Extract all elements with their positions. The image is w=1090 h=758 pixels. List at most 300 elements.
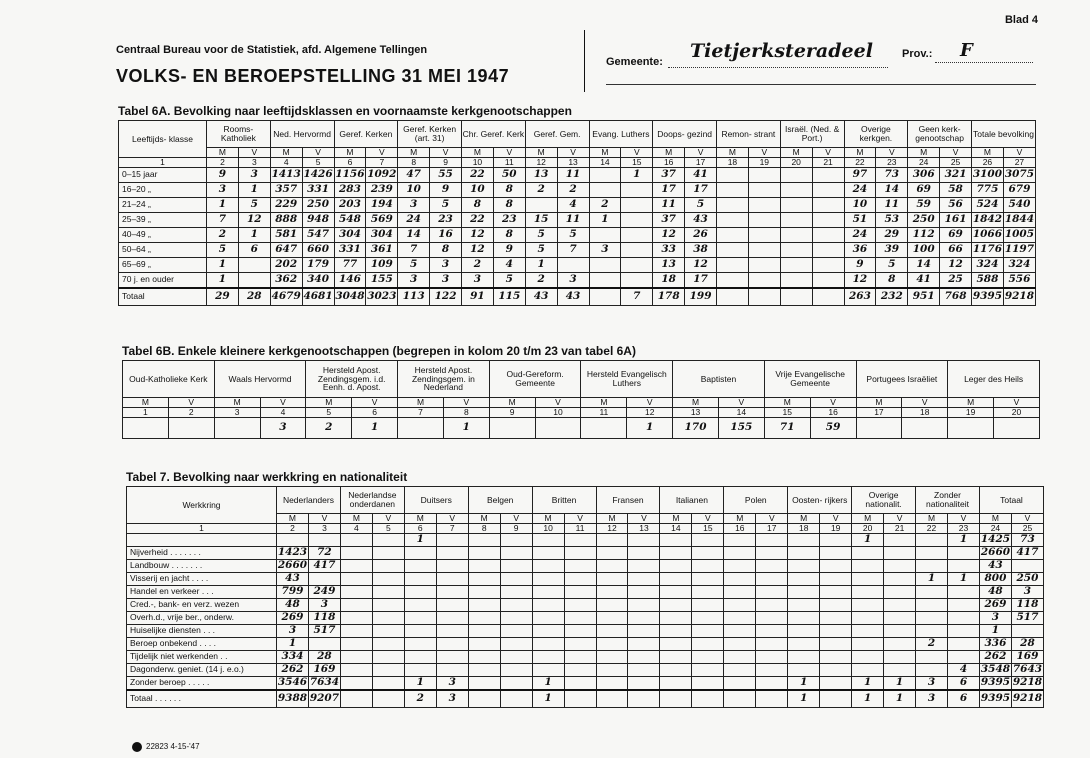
gemeente-line bbox=[668, 67, 888, 68]
table-7-group-header: Nederlandse onderdanen bbox=[340, 487, 404, 514]
column-number: 7 bbox=[366, 157, 398, 167]
table-cell bbox=[748, 212, 780, 227]
table-cell bbox=[340, 676, 372, 690]
table-cell bbox=[436, 624, 468, 637]
mv-header: V bbox=[621, 148, 653, 158]
table-cell: 5 bbox=[557, 227, 589, 242]
table-6a-group-row bbox=[119, 121, 1036, 148]
table-6b-title: Tabel 6B. Enkele kleinere kerkgenootschappen (begrepen in kolom 20 t/m 23 van tabel 6A) bbox=[122, 344, 636, 358]
table-cell bbox=[340, 624, 372, 637]
table-cell: 1 bbox=[979, 624, 1011, 637]
table-cell bbox=[724, 533, 756, 546]
table-cell bbox=[436, 533, 468, 546]
table-cell: 321 bbox=[940, 167, 972, 182]
mv-header: V bbox=[557, 148, 589, 158]
total-cell: 951 bbox=[908, 288, 940, 306]
table-cell: 5 bbox=[207, 242, 239, 257]
total-cell bbox=[692, 690, 724, 708]
total-cell: 9395 bbox=[972, 288, 1004, 306]
table-cell: 1 bbox=[404, 676, 436, 690]
table-6b-group-header: Waals Hervormd bbox=[214, 361, 306, 398]
mv-header: V bbox=[308, 514, 340, 524]
column-number: 6 bbox=[352, 407, 398, 417]
table-cell bbox=[724, 650, 756, 663]
table-6a-title: Tabel 6A. Bevolking naar leeftijdsklassen en voornaamste kerkgenootschappen bbox=[118, 104, 572, 118]
table-cell: 38 bbox=[685, 242, 717, 257]
table-cell bbox=[820, 546, 852, 559]
total-cell: 9388 bbox=[277, 690, 309, 708]
column-number: 12 bbox=[596, 523, 628, 533]
table-cell: 2 bbox=[916, 637, 948, 650]
table-cell bbox=[398, 417, 444, 438]
total-cell: 43 bbox=[525, 288, 557, 306]
table-cell: 66 bbox=[940, 242, 972, 257]
table-cell bbox=[404, 559, 436, 572]
table-cell: 660 bbox=[302, 242, 334, 257]
table-cell: 9 bbox=[430, 182, 462, 197]
table-6a-group-header: Israël. (Ned. & Port.) bbox=[780, 121, 844, 148]
table-cell: 1 bbox=[207, 272, 239, 288]
column-number: 7 bbox=[398, 407, 444, 417]
table-cell bbox=[238, 257, 270, 272]
table-cell: 36 bbox=[844, 242, 876, 257]
table-cell: 69 bbox=[908, 182, 940, 197]
table-cell bbox=[372, 650, 404, 663]
column-number: 11 bbox=[564, 523, 596, 533]
table-cell bbox=[812, 257, 844, 272]
table-6a-group-header: Remon- strant bbox=[717, 121, 781, 148]
table-cell bbox=[948, 637, 980, 650]
table-7-group-header: Polen bbox=[724, 487, 788, 514]
table-cell: 1 bbox=[589, 212, 621, 227]
table-cell bbox=[238, 272, 270, 288]
table-cell: 12 bbox=[462, 227, 494, 242]
table-cell bbox=[628, 598, 660, 611]
total-cell bbox=[717, 288, 749, 306]
column-number: 5 bbox=[372, 523, 404, 533]
table-cell bbox=[852, 650, 884, 663]
table-cell: 336 bbox=[979, 637, 1011, 650]
mv-header: V bbox=[436, 514, 468, 524]
total-cell bbox=[628, 690, 660, 708]
table-cell bbox=[692, 611, 724, 624]
mv-header: V bbox=[1011, 514, 1043, 524]
table-cell: 73 bbox=[1011, 533, 1043, 546]
table-7-total-row bbox=[127, 690, 1044, 708]
table-cell: 9218 bbox=[1012, 676, 1043, 689]
mv-header: V bbox=[352, 398, 398, 408]
table-cell bbox=[621, 197, 653, 212]
table-cell: 23 bbox=[430, 212, 462, 227]
mv-header: M bbox=[525, 148, 557, 158]
table-6b-value-row bbox=[123, 417, 1040, 438]
table-cell: 47 bbox=[398, 167, 430, 182]
werkkring-label: Handel en verkeer . . . bbox=[127, 585, 277, 598]
column-number: 6 bbox=[404, 523, 436, 533]
column-number: 14 bbox=[718, 407, 764, 417]
table-cell bbox=[372, 624, 404, 637]
total-cell: 43 bbox=[557, 288, 589, 306]
table-cell: 10 bbox=[462, 182, 494, 197]
table-cell: 647 bbox=[270, 242, 302, 257]
table-cell bbox=[340, 598, 372, 611]
table-cell bbox=[468, 546, 500, 559]
table-cell bbox=[948, 546, 980, 559]
table-7-group-header: Fransen bbox=[596, 487, 660, 514]
table-6b-group-header: Hersteld Apost. Zendingsgem. i.d. Eenh. d. Apost. bbox=[306, 361, 398, 398]
table-cell: 3 bbox=[462, 272, 494, 288]
table-cell: 800 bbox=[979, 572, 1011, 585]
table-cell: 118 bbox=[308, 611, 340, 624]
table-7-group-header: Belgen bbox=[468, 487, 532, 514]
table-cell: 581 bbox=[270, 227, 302, 242]
table-cell bbox=[468, 624, 500, 637]
mv-header: V bbox=[238, 148, 270, 158]
table-cell bbox=[628, 676, 660, 690]
table-cell bbox=[780, 227, 812, 242]
table-cell: 3 bbox=[398, 197, 430, 212]
table-cell bbox=[820, 572, 852, 585]
table-cell bbox=[717, 272, 749, 288]
table-cell bbox=[812, 242, 844, 257]
table-cell bbox=[557, 257, 589, 272]
table-6b bbox=[122, 360, 1040, 439]
table-cell bbox=[532, 533, 564, 546]
total-cell: 28 bbox=[238, 288, 270, 306]
table-cell: 3 bbox=[238, 167, 270, 182]
table-cell: 569 bbox=[366, 212, 398, 227]
table-cell bbox=[660, 585, 692, 598]
table-cell bbox=[532, 585, 564, 598]
table-row bbox=[119, 227, 1036, 242]
mv-header: V bbox=[756, 514, 788, 524]
age-class-label: 21–24 „ bbox=[119, 197, 207, 212]
table-cell bbox=[621, 257, 653, 272]
table-cell bbox=[564, 637, 596, 650]
table-cell: 556 bbox=[1003, 272, 1035, 288]
table-cell bbox=[468, 533, 500, 546]
table-cell bbox=[884, 533, 916, 546]
table-cell: 588 bbox=[972, 272, 1004, 288]
column-number: 13 bbox=[673, 407, 719, 417]
table-cell: 1 bbox=[621, 167, 653, 182]
table-cell bbox=[756, 611, 788, 624]
table-cell: 8 bbox=[876, 272, 908, 288]
table-cell: 888 bbox=[270, 212, 302, 227]
column-number: 20 bbox=[780, 157, 812, 167]
table-cell: 2 bbox=[462, 257, 494, 272]
table-7-group-header: Duitsers bbox=[404, 487, 468, 514]
table-cell: 11 bbox=[876, 197, 908, 212]
table-cell bbox=[756, 650, 788, 663]
table-cell bbox=[717, 167, 749, 182]
table-row bbox=[127, 546, 1044, 559]
table-cell bbox=[500, 611, 532, 624]
printer-seal-icon bbox=[132, 742, 142, 752]
table-cell bbox=[621, 272, 653, 288]
column-number: 18 bbox=[717, 157, 749, 167]
total-cell bbox=[780, 288, 812, 306]
column-number: 11 bbox=[581, 407, 627, 417]
table-cell: 5 bbox=[525, 227, 557, 242]
total-cell bbox=[589, 288, 621, 306]
table-cell bbox=[308, 533, 340, 546]
column-number: 15 bbox=[764, 407, 810, 417]
table-cell bbox=[532, 650, 564, 663]
table-cell: 517 bbox=[1011, 611, 1043, 624]
table-cell bbox=[404, 572, 436, 585]
table-cell bbox=[628, 533, 660, 546]
table-cell: 17 bbox=[685, 272, 717, 288]
column-number: 4 bbox=[340, 523, 372, 533]
total-cell: 7 bbox=[621, 288, 653, 306]
table-cell: 48 bbox=[979, 585, 1011, 598]
table-cell: 5 bbox=[398, 257, 430, 272]
table-cell bbox=[692, 585, 724, 598]
table-cell bbox=[500, 546, 532, 559]
table-cell bbox=[692, 598, 724, 611]
table-7-colnum-row bbox=[127, 523, 1044, 533]
column-number: 16 bbox=[653, 157, 685, 167]
column-number: 10 bbox=[532, 523, 564, 533]
table-cell bbox=[500, 663, 532, 676]
table-cell bbox=[372, 611, 404, 624]
table-cell bbox=[532, 637, 564, 650]
table-6b-group-header: Oud-Katholieke Kerk bbox=[123, 361, 215, 398]
table-cell bbox=[788, 559, 820, 572]
total-cell bbox=[724, 690, 756, 708]
table-cell: 50 bbox=[493, 167, 525, 182]
column-number: 3 bbox=[214, 407, 260, 417]
table-cell: 3100 bbox=[972, 167, 1004, 182]
table-cell: 3 bbox=[589, 242, 621, 257]
total-cell: 6 bbox=[948, 690, 980, 708]
table-cell bbox=[489, 417, 535, 438]
table-cell bbox=[756, 663, 788, 676]
table-cell bbox=[628, 585, 660, 598]
table-cell: 547 bbox=[302, 227, 334, 242]
mv-header: V bbox=[260, 398, 306, 408]
table-cell: 155 bbox=[366, 272, 398, 288]
table-row bbox=[127, 650, 1044, 663]
table-cell: 1156 bbox=[334, 167, 366, 182]
mv-header: M bbox=[852, 514, 884, 524]
table-cell bbox=[852, 663, 884, 676]
column-number: 20 bbox=[994, 407, 1040, 417]
werkkring-label: Zonder beroep . . . . . bbox=[127, 676, 277, 690]
table-cell bbox=[589, 257, 621, 272]
table-cell: 73 bbox=[876, 167, 908, 182]
table-cell bbox=[532, 624, 564, 637]
table-cell: 2 bbox=[557, 182, 589, 197]
table-6a-group-header: Geen kerk- genootschap bbox=[908, 121, 972, 148]
column-number: 9 bbox=[430, 157, 462, 167]
print-code: 22823 4-15-'47 bbox=[146, 742, 200, 751]
table-cell bbox=[884, 559, 916, 572]
table-cell: 1 bbox=[443, 417, 489, 438]
table-6a-group-header: Rooms- Katholiek bbox=[207, 121, 271, 148]
table-cell: 16 bbox=[430, 227, 462, 242]
table-cell: 2 bbox=[525, 272, 557, 288]
table-cell bbox=[852, 572, 884, 585]
table-6b-group-row bbox=[123, 361, 1040, 398]
table-cell bbox=[788, 637, 820, 650]
column-number: 12 bbox=[627, 407, 673, 417]
table-cell: 239 bbox=[366, 182, 398, 197]
table-cell bbox=[589, 227, 621, 242]
table-6b-colnum-row bbox=[123, 407, 1040, 417]
mv-header: M bbox=[660, 514, 692, 524]
table-cell bbox=[660, 598, 692, 611]
table-cell: 39 bbox=[876, 242, 908, 257]
column-number: 16 bbox=[810, 407, 856, 417]
table-cell: 3 bbox=[557, 272, 589, 288]
table-cell bbox=[628, 663, 660, 676]
table-cell bbox=[916, 624, 948, 637]
table-cell: 1 bbox=[852, 676, 884, 690]
table-cell: 2 bbox=[589, 197, 621, 212]
column-number: 18 bbox=[902, 407, 948, 417]
mv-header: M bbox=[653, 148, 685, 158]
table-row bbox=[119, 242, 1036, 257]
table-cell bbox=[564, 650, 596, 663]
table-cell bbox=[468, 637, 500, 650]
table-cell bbox=[436, 611, 468, 624]
mv-header: M bbox=[948, 398, 994, 408]
table-cell bbox=[564, 546, 596, 559]
table-cell bbox=[756, 546, 788, 559]
table-cell bbox=[756, 585, 788, 598]
total-cell: 9207 bbox=[308, 690, 340, 708]
column-number: 14 bbox=[589, 157, 621, 167]
table-cell bbox=[468, 663, 500, 676]
table-cell bbox=[820, 663, 852, 676]
werkkring-header: Werkkring bbox=[127, 487, 277, 524]
table-cell bbox=[902, 417, 948, 438]
table-7-group-header: Oosten- rijkers bbox=[788, 487, 852, 514]
column-number: 23 bbox=[876, 157, 908, 167]
table-cell: 112 bbox=[908, 227, 940, 242]
table-cell bbox=[692, 533, 724, 546]
table-cell bbox=[724, 572, 756, 585]
column-number: 7 bbox=[436, 523, 468, 533]
table-cell bbox=[756, 676, 788, 690]
table-cell: 3 bbox=[979, 611, 1011, 624]
table-cell bbox=[948, 585, 980, 598]
table-6a-group-header: Chr. Geref. Kerk bbox=[462, 121, 526, 148]
table-cell bbox=[525, 197, 557, 212]
table-cell: 540 bbox=[1003, 197, 1035, 212]
table-cell: 43 bbox=[277, 572, 309, 585]
table-cell bbox=[724, 611, 756, 624]
table-cell bbox=[436, 572, 468, 585]
table-cell bbox=[788, 533, 820, 546]
table-cell: 10 bbox=[398, 182, 430, 197]
table-cell bbox=[564, 676, 596, 690]
table-cell: 6 bbox=[948, 676, 980, 690]
table-cell bbox=[372, 637, 404, 650]
table-row bbox=[127, 637, 1044, 650]
table-cell: 59 bbox=[810, 417, 856, 438]
table-cell bbox=[621, 182, 653, 197]
table-cell: 362 bbox=[270, 272, 302, 288]
table-cell bbox=[372, 546, 404, 559]
table-row bbox=[119, 257, 1036, 272]
column-number: 11 bbox=[493, 157, 525, 167]
table-cell: 194 bbox=[366, 197, 398, 212]
column-number: 24 bbox=[908, 157, 940, 167]
mv-header: M bbox=[398, 398, 444, 408]
table-cell: 22 bbox=[462, 212, 494, 227]
table-cell bbox=[852, 598, 884, 611]
column-number: 25 bbox=[940, 157, 972, 167]
table-cell: 3 bbox=[308, 598, 340, 611]
table-cell: 4 bbox=[493, 257, 525, 272]
table-cell: 170 bbox=[673, 417, 719, 438]
table-6b-group-header: Hersteld Apost. Zendingsgem. in Nederland bbox=[398, 361, 490, 398]
table-cell: 250 bbox=[908, 212, 940, 227]
table-cell bbox=[812, 272, 844, 288]
table-cell: 3 bbox=[1011, 585, 1043, 598]
column-number: 10 bbox=[535, 407, 581, 417]
table-cell bbox=[404, 650, 436, 663]
mv-header: M bbox=[462, 148, 494, 158]
table-cell bbox=[564, 663, 596, 676]
table-cell bbox=[1011, 624, 1043, 637]
column-number: 27 bbox=[1003, 157, 1035, 167]
table-cell: 2660 bbox=[277, 559, 308, 572]
table-cell: 100 bbox=[908, 242, 940, 257]
table-6a bbox=[118, 120, 1036, 306]
table-cell bbox=[468, 598, 500, 611]
table-cell bbox=[404, 624, 436, 637]
table-cell: 775 bbox=[972, 182, 1004, 197]
column-number: 21 bbox=[812, 157, 844, 167]
table-cell: 1005 bbox=[1003, 227, 1035, 242]
mv-header: M bbox=[270, 148, 302, 158]
table-cell: 179 bbox=[302, 257, 334, 272]
total-cell bbox=[500, 690, 532, 708]
mv-header: M bbox=[844, 148, 876, 158]
total-cell: 9395 bbox=[979, 690, 1011, 708]
table-6b-mv-row bbox=[123, 398, 1040, 408]
table-cell: 679 bbox=[1003, 182, 1035, 197]
table-cell bbox=[948, 417, 994, 438]
table-cell bbox=[532, 598, 564, 611]
mv-header: M bbox=[334, 148, 366, 158]
table-cell: 3 bbox=[436, 676, 468, 690]
table-cell bbox=[308, 637, 340, 650]
table-cell: 250 bbox=[302, 197, 334, 212]
table-cell: 146 bbox=[334, 272, 366, 288]
table-cell bbox=[788, 650, 820, 663]
mv-header: V bbox=[876, 148, 908, 158]
column-number: 1 bbox=[119, 157, 207, 167]
table-cell bbox=[788, 663, 820, 676]
table-cell bbox=[820, 676, 852, 690]
total-cell: 199 bbox=[685, 288, 717, 306]
table-cell bbox=[277, 533, 309, 546]
table-cell: 249 bbox=[308, 585, 340, 598]
table-cell: 12 bbox=[844, 272, 876, 288]
table-cell: 28 bbox=[308, 650, 340, 663]
table-cell: 14 bbox=[876, 182, 908, 197]
table-row bbox=[127, 624, 1044, 637]
total-cell bbox=[660, 690, 692, 708]
mv-header: V bbox=[372, 514, 404, 524]
table-cell bbox=[812, 197, 844, 212]
table-cell: 5 bbox=[876, 257, 908, 272]
